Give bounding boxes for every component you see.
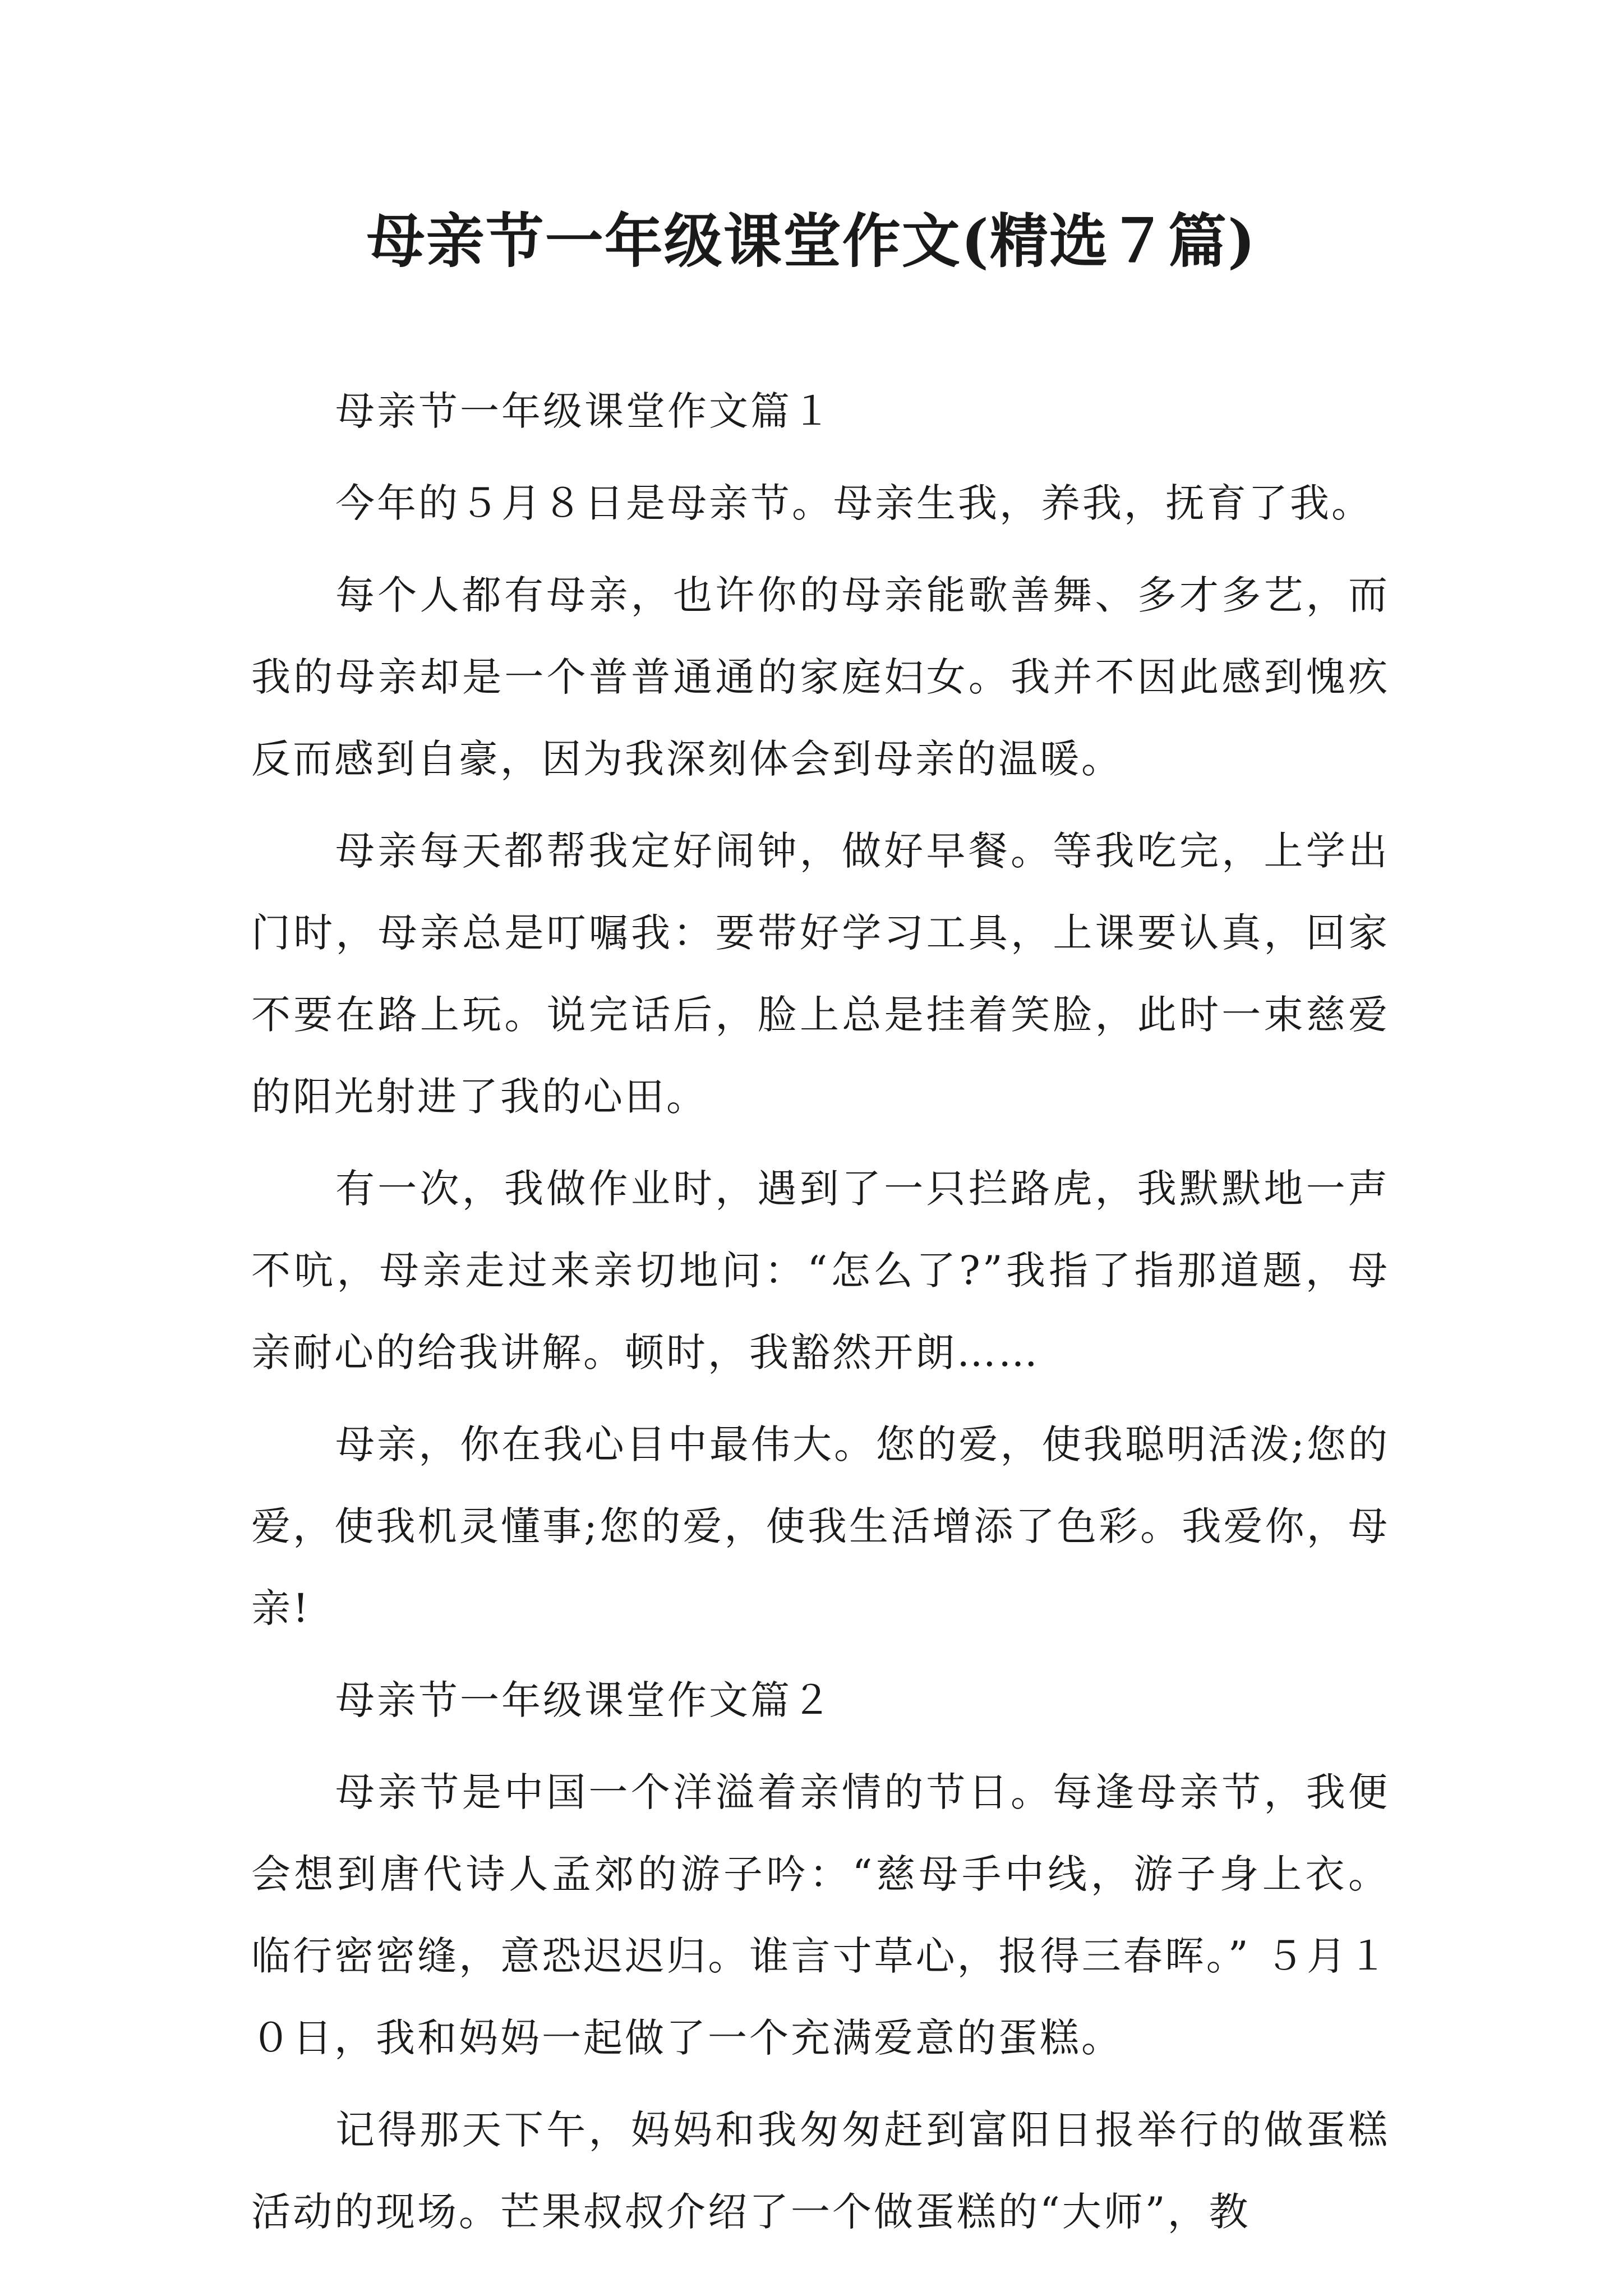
section-heading: 母亲节一年级课堂作文篇１ xyxy=(335,388,833,434)
document-body xyxy=(251,370,1390,2263)
paragraph: 今年的５月８日是母亲节。母亲生我，养我，抚育了我。 xyxy=(335,480,1373,526)
paragraph: 母亲，你在我心目中最伟大。您的爱，使我聪明活泼;您的爱，使我机灵懂事;您的爱，使我生活增添了色彩。我爱你，母亲! xyxy=(251,1421,1390,1631)
section-heading: 母亲节一年级课堂作文篇２ xyxy=(335,1677,833,1723)
document-title: 母亲节一年级课堂作文(精选７篇) xyxy=(366,206,1257,275)
paragraph: 有一次，我做作业时，遇到了一只拦路虎，我默默地一声不吭，母亲走过来亲切地问：“怎么了?”我指了指那道题，母亲耐心的给我讲解。顿时，我豁然开朗…… xyxy=(251,1166,1390,1375)
paragraph: 记得那天下午，妈妈和我匆匆赶到富阳日报举行的做蛋糕活动的现场。芒果叔叔介绍了一个做蛋糕的“大师”，教 xyxy=(251,2107,1390,2235)
paragraph: 每个人都有母亲，也许你的母亲能歌善舞、多才多艺，而我的母亲却是一个普普通通的家庭妇女。我并不因此感到愧疚反而感到自豪，因为我深刻体会到母亲的温暖。 xyxy=(251,572,1390,782)
paragraph: 母亲每天都帮我定好闹钟，做好早餐。等我吃完，上学出门时，母亲总是叮嘱我：要带好学习工具，上课要认真，回家不要在路上玩。说完话后，脸上总是挂着笑脸，此时一束慈爱的阳光射进了我的心田。 xyxy=(251,828,1390,1120)
paragraph: 母亲节是中国一个洋溢着亲情的节日。每逢母亲节，我便会想到唐代诗人孟郊的游子吟：“慈母手中线，游子身上衣。临行密密缝，意恐迟迟归。谁言寸草心，报得三春晖。” ５月１０日，我和妈妈一起做了一个充满爱意的蛋糕。 xyxy=(251,1769,1390,2061)
